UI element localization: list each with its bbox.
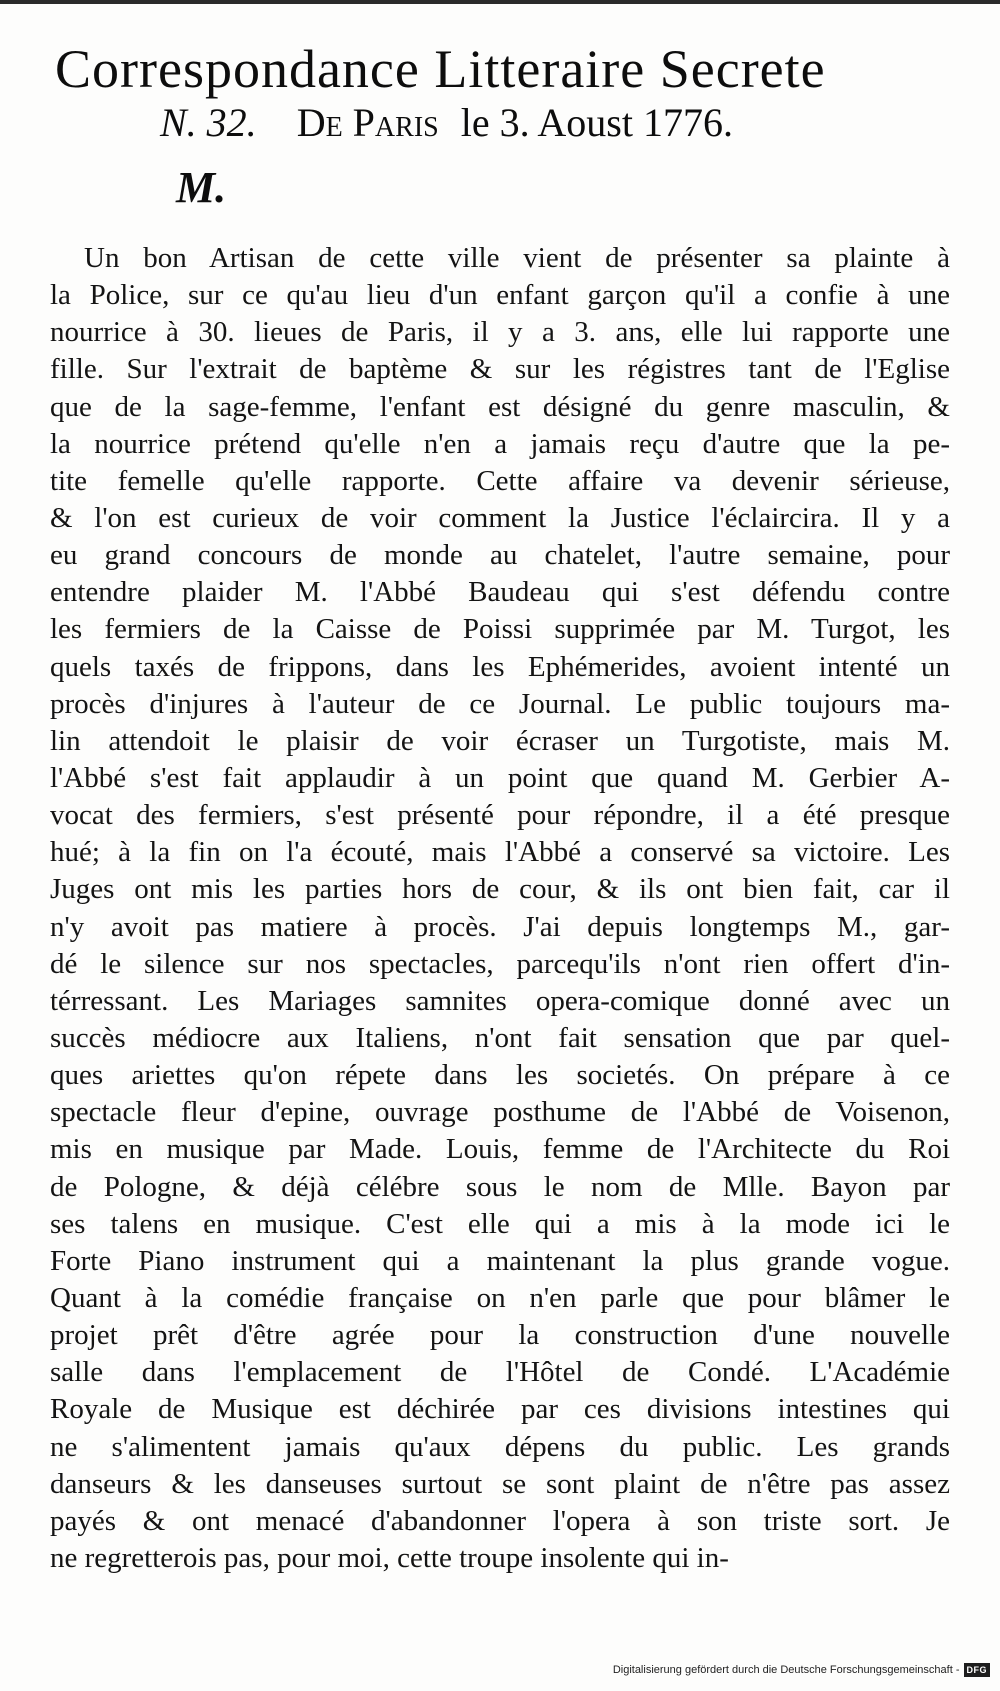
body-line: l'Abbé s'est fait applaudir à un point que quand M. Gerbier A- bbox=[50, 761, 950, 794]
body-line: entendre plaider M. l'Abbé Baudeau qui s'est défendu contre bbox=[50, 576, 950, 609]
body-line: hué; à la fin on l'a écouté, mais l'Abbé a conservé sa victoire. Les bbox=[50, 836, 950, 869]
body-line: ne s'alimentent jamais qu'aux dépens du public. Les grands bbox=[50, 1430, 950, 1463]
digitization-credit bbox=[613, 1661, 990, 1679]
body-line: la Police, sur ce qu'au lieu d'un enfant garçon qu'il a confie à une bbox=[50, 279, 950, 312]
dateline-date: le 3. Aoust 1776. bbox=[460, 100, 733, 145]
body-line: tite femelle qu'elle rapporte. Cette affaire va devenir sérieuse, bbox=[50, 464, 950, 497]
salutation: M. bbox=[176, 163, 227, 212]
top-border-rule bbox=[0, 0, 1000, 4]
body-line: ne regretterois pas, pour moi, cette troupe insolente qui in- bbox=[50, 1541, 729, 1574]
body-line: ques ariettes qu'on répete dans les societés. On prépare à ce bbox=[50, 1059, 950, 1092]
dfg-logo: DFG bbox=[964, 1663, 991, 1677]
body-line: les fermiers de la Caisse de Poissi supprimée par M. Turgot, les bbox=[50, 613, 950, 646]
body-line: nourrice à 30. lieues de Paris, il y a 3. ans, elle lui rapporte une bbox=[50, 316, 950, 349]
letter-body bbox=[50, 240, 950, 1577]
body-line: spectacle fleur d'epine, ouvrage posthume de l'Abbé de Voisenon, bbox=[50, 1096, 950, 1129]
issue-number: N. 32. bbox=[160, 100, 257, 145]
body-line: de Pologne, & déjà célébre sous le nom de Mlle. Bayon par bbox=[50, 1170, 950, 1203]
page-title: Correspondance Litteraire Secrete bbox=[55, 39, 826, 99]
body-line: mis en musique par Made. Louis, femme de l'Architecte du Roi bbox=[50, 1133, 950, 1166]
body-line: eu grand concours de monde au chatelet, l'autre semaine, pour bbox=[50, 539, 950, 572]
body-line: lin attendoit le plaisir de voir écraser un Turgotiste, mais M. bbox=[50, 724, 950, 757]
body-line: ses talens en musique. C'est elle qui a mis à la mode ici le bbox=[50, 1207, 950, 1240]
body-line: la nourrice prétend qu'elle n'en a jamais reçu d'autre que la pe- bbox=[50, 427, 950, 460]
body-line: & l'on est curieux de voir comment la Justice l'éclaircira. Il y a bbox=[50, 501, 950, 534]
body-line: succès médiocre aux Italiens, n'ont fait sensation que par quel- bbox=[50, 1021, 950, 1054]
body-line: Royale de Musique est déchirée par ces divisions intestines qui bbox=[50, 1393, 950, 1426]
body-line: payés & ont menacé d'abandonner l'opera à son triste sort. Je bbox=[50, 1504, 950, 1537]
body-line: projet prêt d'être agrée pour la construction d'une nouvelle bbox=[50, 1319, 950, 1352]
body-line: Forte Piano instrument qui a maintenant la plus grande vogue. bbox=[50, 1244, 950, 1277]
body-line: salle dans l'emplacement de l'Hôtel de Condé. L'Académie bbox=[50, 1356, 950, 1389]
body-line: procès d'injures à l'auteur de ce Journal. Le public toujours ma- bbox=[50, 687, 950, 720]
body-line: térressant. Les Mariages samnites opera-comique donné avec un bbox=[50, 984, 950, 1017]
body-line: quels taxés de frippons, dans les Ephémerides, avoient intenté un bbox=[50, 650, 950, 683]
body-line: que de la sage-femme, l'enfant est désigné du genre masculin, & bbox=[50, 390, 950, 423]
dateline-city: De Paris bbox=[296, 100, 439, 145]
body-line: Un bon Artisan de cette ville vient de présenter sa plainte à bbox=[84, 242, 950, 274]
body-line: n'y avoit pas matiere à procès. J'ai depuis longtemps M., gar- bbox=[50, 910, 950, 943]
body-line: dé le silence sur nos spectacles, parcequ'ils n'ont rien offert d'in- bbox=[50, 947, 950, 980]
body-line: danseurs & les danseuses surtout se sont plaint de n'être pas assez bbox=[50, 1467, 950, 1500]
body-line: vocat des fermiers, s'est présenté pour répondre, il a été presque bbox=[50, 799, 950, 832]
issue-dateline bbox=[160, 98, 920, 148]
body-line: Juges ont mis les parties hors de cour, & ils ont bien fait, car il bbox=[50, 873, 950, 906]
body-line: fille. Sur l'extrait de baptème & sur les régistres tant de l'Eglise bbox=[50, 353, 950, 386]
credit-text: Digitalisierung gefördert durch die Deutsche Forschungsgemeinschaft - bbox=[612, 1664, 960, 1676]
body-line: Quant à la comédie française on n'en parle que pour blâmer le bbox=[50, 1281, 950, 1314]
